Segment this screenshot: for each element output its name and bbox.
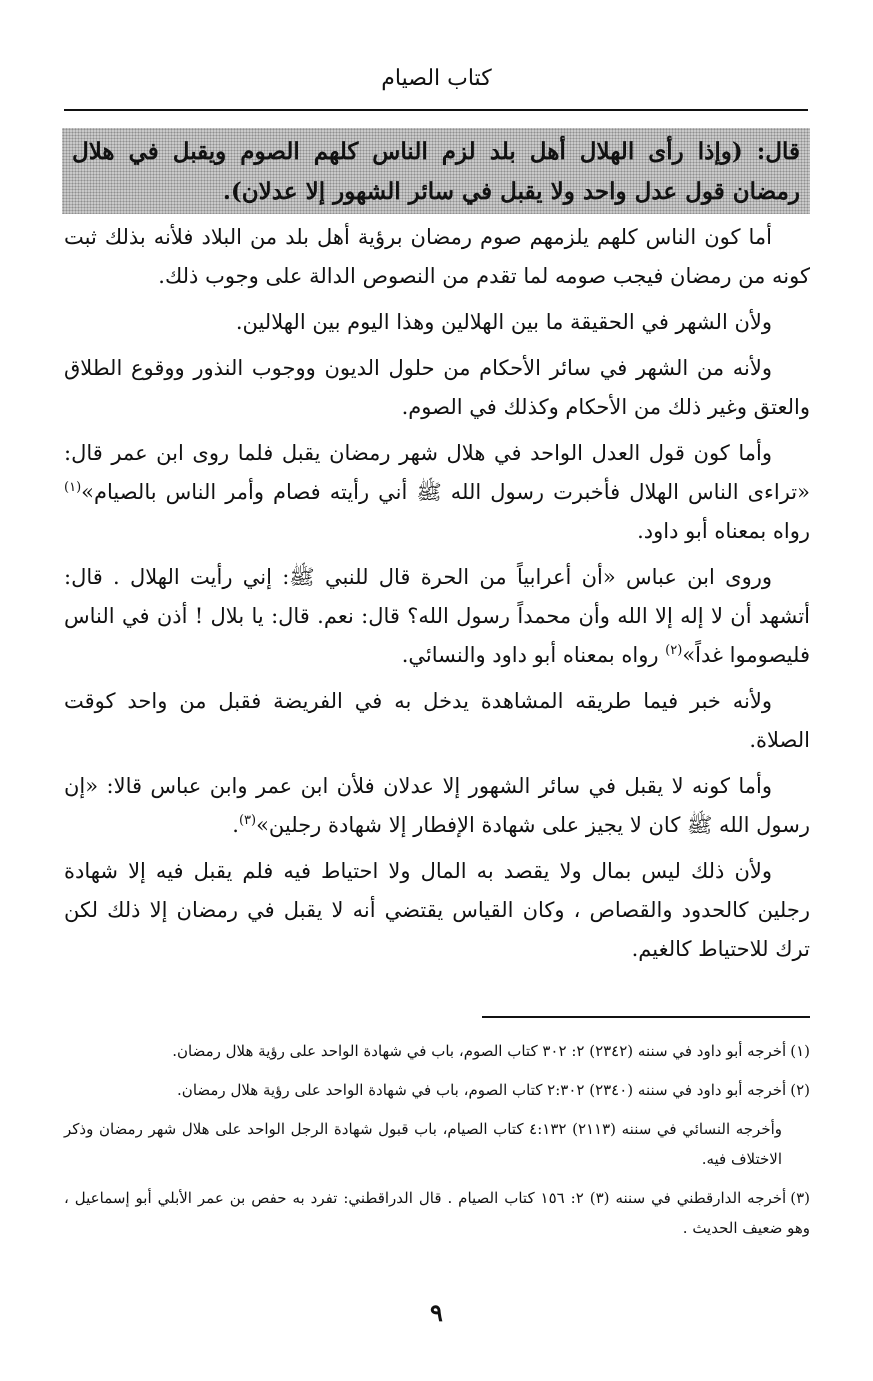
footnote: (٢)أخرجه أبو داود في سننه (٢٣٤٠) ٢:٣٠٢ كتاب الصوم، باب في شهادة الواحد على رؤية هلال رمضان. <box>177 1081 810 1099</box>
highlighted-matn-text: قال: (وإذا رأى الهلال أهل بلد لزم الناس كلهم الصوم ويقبل في هلال رمضان قول عدل واحد ولا يقبل في سائر الشهور إلا عدلان). <box>62 128 810 214</box>
footnote-reference[interactable]: (٢) <box>665 643 683 658</box>
footnote: (٣)أخرجه الدارقطني في سننه (٣) ٢: ١٥٦ كتاب الصيام . قال الدراقطني: تفرد به حفص بن عمر الأبلي أبو إسماعيل ، وهو ضعيف الحديث . <box>64 1189 810 1237</box>
paragraph: ولأن ذلك ليس بمال ولا يقصد به المال ولا احتياط فيه فلم يقبل فيه إلا شهادة رجلين كالحدود والقصاص ، وكان القياس يقتضي أنه لا يقبل في رمضان إلا ذلك لكن ترك للاحتياط كالغيم. <box>64 859 810 961</box>
footnote-reference[interactable]: (١) <box>64 480 82 495</box>
footnote-number: (٣) <box>790 1189 810 1207</box>
paragraph: ولأنه خبر فيما طريقه المشاهدة يدخل به في الفريضة فقبل من واحد كوقت الصلاة. <box>64 689 810 752</box>
footnote-continuation: وأخرجه النسائي في سننه (٢١١٣) ٤:١٣٢ كتاب الصيام، باب قبول شهادة الرجل الواحد على هلال شهر رمضان وذكر الاختلاف فيه. <box>64 1120 783 1168</box>
paragraph: وروى ابن عباس «أن أعرابياً من الحرة قال للنبي ﷺ: إني رأيت الهلال . قال: أتشهد أن لا إله إلا الله وأن محمداً رسول الله؟ قال: نعم. قال: يا بلال ! أذن في الناس فليصوموا غداً»$^{(٢)}$ رواه بمعناه أبو داود والنسائي. <box>64 565 810 667</box>
paragraph: وأما كون قول العدل الواحد في هلال شهر رمضان يقبل فلما روى ابن عمر قال: «تراءى الناس الهلال فأخبرت رسول الله ﷺ أني رأيته فصام وأمر الناس بالصيام»$^{(١)}$ رواه بمعناه أبو داود. <box>64 441 810 543</box>
paragraph: أما كون الناس كلهم يلزمهم صوم رمضان برؤية أهل بلد من البلاد فلأنه بذلك ثبت كونه من رمضان فيجب صومه لما تقدم من النصوص الدالة على وجوب ذلك. <box>64 225 810 288</box>
footnote-reference[interactable]: (٣) <box>238 813 257 828</box>
paragraph: ولأنه من الشهر في سائر الأحكام من حلول الديون ووجوب النذور ووقوع الطلاق والعتق وغير ذلك من الأحكام وكذلك في الصوم. <box>64 356 810 419</box>
paragraph: وأما كونه لا يقبل في سائر الشهور إلا عدلان فلأن ابن عمر وابن عباس قالا: «إن رسول الله ﷺ كان لا يجيز على شهادة الإفطار إلا شهادة رجلين»$^{(٣)}$. <box>64 774 810 837</box>
footnote: (١)أخرجه أبو داود في سننه (٢٣٤٢) ٢: ٣٠٢ كتاب الصوم، باب في شهادة الواحد على رؤية هلال رمضان. <box>172 1042 810 1060</box>
footnote-separator-rule <box>482 1016 810 1018</box>
footnotes-section <box>64 1036 810 1252</box>
running-header-title: كتاب الصيام <box>381 66 492 91</box>
paragraph: ولأن الشهر في الحقيقة ما بين الهلالين وهذا اليوم بين الهلالين. <box>235 310 772 334</box>
commentary-body <box>64 218 810 976</box>
header-rule <box>64 109 808 111</box>
footnote-number: (١) <box>790 1042 810 1060</box>
footnote-number: (٢) <box>790 1081 810 1099</box>
page-number: ٩ <box>430 1298 443 1327</box>
